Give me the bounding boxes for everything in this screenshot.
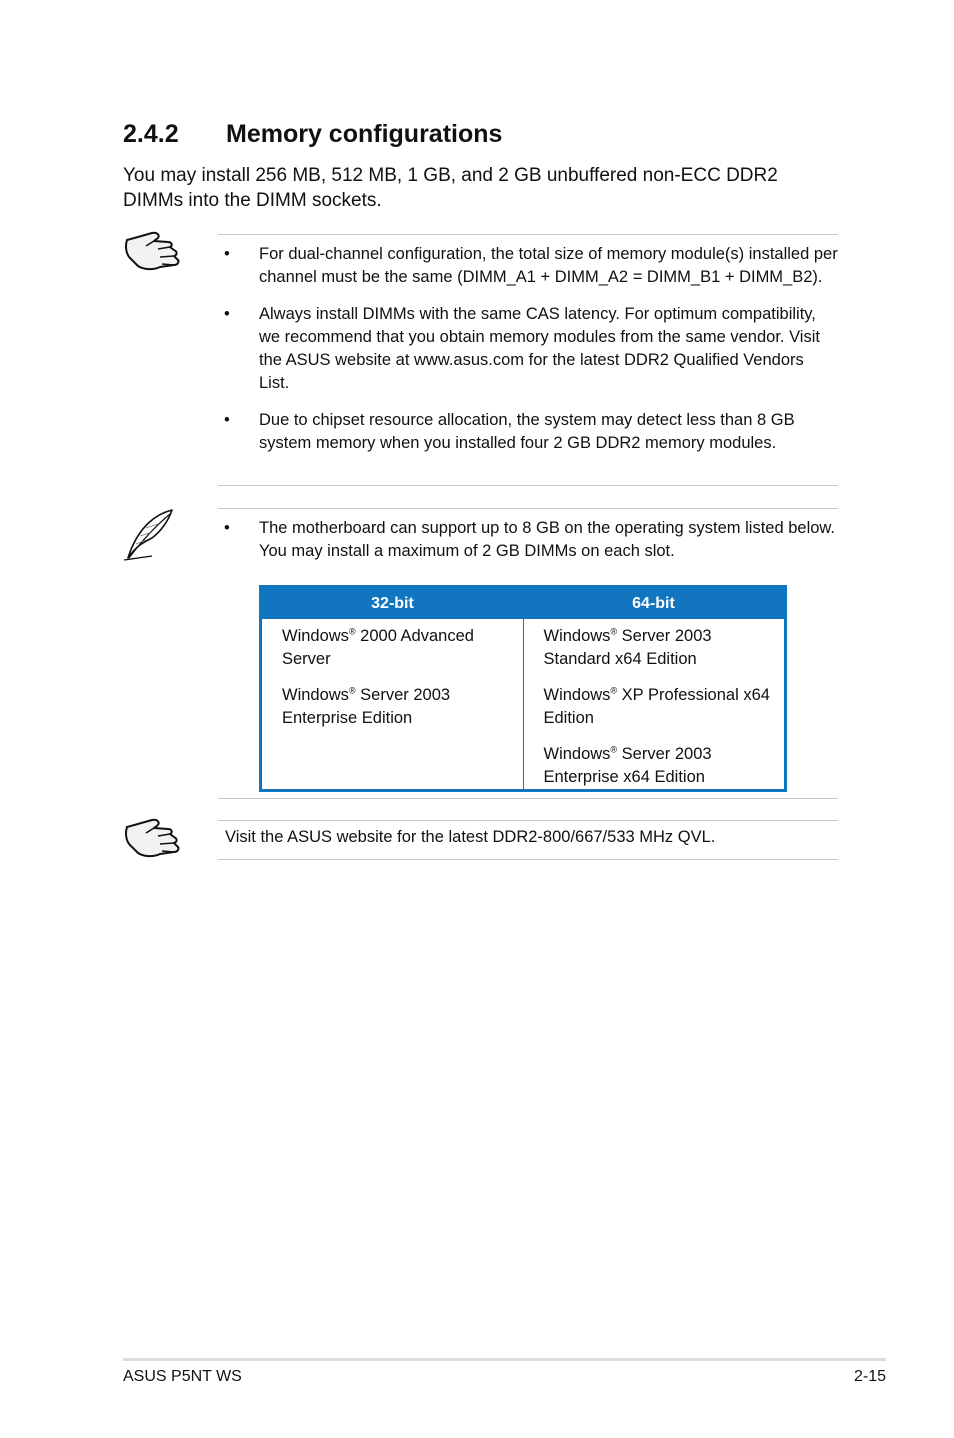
footer-rule <box>123 1358 886 1361</box>
list-item: • The motherboard can support up to 8 GB on the operating system listed below. You may install a maximum of 2 GB DIMMs on each slot. <box>224 519 836 560</box>
hand-pointing-icon <box>124 815 182 866</box>
os-entry: Windows® 2000 Advanced Server <box>282 626 474 668</box>
section-heading <box>123 120 502 149</box>
footer-product-name: ASUS P5NT WS <box>123 1368 242 1385</box>
important-notes-list <box>224 243 838 469</box>
table-header-row <box>262 588 784 619</box>
os-entry: Windows® Server 2003 Enterprise x64 Edition <box>543 744 712 786</box>
table-column-64bit <box>523 619 785 789</box>
note-bottom-rule <box>218 859 838 860</box>
hand-pointing-icon <box>124 228 182 279</box>
note-bottom-rule <box>218 485 838 486</box>
os-entry: Windows® Server 2003 Enterprise Edition <box>282 685 451 727</box>
quill-pen-icon <box>122 508 176 569</box>
table-column-32bit <box>262 619 523 789</box>
column-header-64bit: 64-bit <box>632 595 675 612</box>
footer-page-number: 2-15 <box>853 1368 886 1385</box>
column-header-32bit: 32-bit <box>371 595 414 612</box>
list-item: • Always install DIMMs with the same CAS latency. For optimum compatibility, we recommend that you obtain memory modules from the same vendor. Visit the ASUS website at www.asus.com for the latest DDR2 Qualified Vendors List. <box>224 305 820 392</box>
note-top-rule <box>218 508 838 509</box>
note-top-rule <box>218 820 838 821</box>
section-title: Memory configurations <box>226 120 503 148</box>
os-notes-list <box>224 517 838 577</box>
table-body <box>262 619 784 789</box>
note-bottom-rule <box>218 798 838 799</box>
note-top-rule <box>218 234 838 235</box>
section-number: 2.4.2 <box>123 120 179 148</box>
qvl-note: Visit the ASUS website for the latest DDR2-800/667/533 MHz QVL. <box>225 828 716 846</box>
intro-paragraph: You may install 256 MB, 512 MB, 1 GB, and 2 GB unbuffered non-ECC DDR2 DIMMs into the DIMM sockets. <box>123 165 778 211</box>
os-entry: Windows® Server 2003 Standard x64 Edition <box>543 626 712 668</box>
list-item: • Due to chipset resource allocation, the system may detect less than 8 GB system memory when you installed four 2 GB DDR2 memory modules. <box>224 411 795 452</box>
os-entry: Windows® XP Professional x64 Edition <box>543 685 770 727</box>
os-support-table <box>259 585 787 792</box>
list-item: • For dual-channel configuration, the total size of memory module(s) installed per channel must be the same (DIMM_A1 + DIMM_A2 = DIMM_B1 + DIMM_B2). <box>224 245 838 286</box>
